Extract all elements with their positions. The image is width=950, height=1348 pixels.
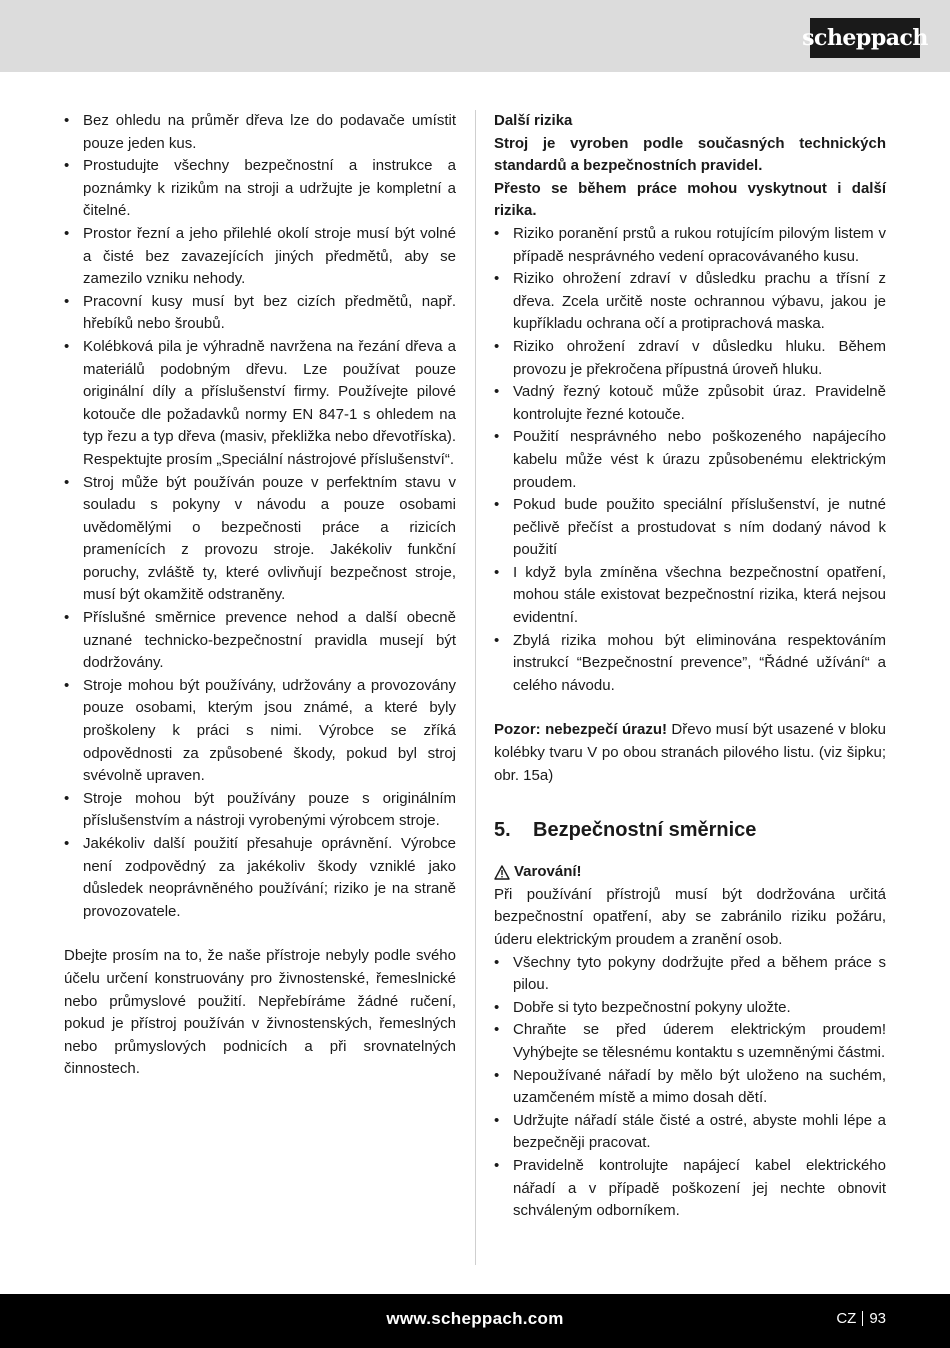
section-heading: [494, 817, 886, 843]
list-item: • Prostudujte všechny bezpečnostní a instrukce a poznámky k rizikům na stroji a udržujte je kompletní a čitelné.: [64, 155, 456, 223]
risks-intro-1: Stroj je vyroben podle současných technických standardů a bezpečnostních pravidel.: [494, 134, 886, 175]
caution-paragraph: [494, 719, 886, 787]
list-item: • Jakékoliv další použití přesahuje oprávnění. Výrobce není zodpovědný za jakékoliv škody vzniklé jako důsledek neoprávněného používání; riziko je na straně provozovatele.: [64, 833, 456, 923]
list-item: • Stroj může být používán pouze v perfektním stavu v souladu s pokyny v návodu a pouze osobami uvědomělými o bezpečnosti práce a rizicích pramenících z provozu stroje. Jakékoliv funkční poruchy, zvláště ty, které ovlivňují bezpečnost stroje, musí být okamžitě odstraněny.: [64, 472, 456, 608]
list-item: • Stroje mohou být používány pouze s originálním příslušenstvím a nástroji vyrobenými výrobcem stroje.: [64, 788, 456, 833]
list-item: • Prostor řezní a jeho přilehlé okolí stroje musí být volné a čisté bez zavazejících jiných předmětů, aby se zamezilo vzniku nehody.: [64, 223, 456, 291]
list-item: • Riziko poranění prstů a rukou rotujícím pilovým listem v případě nesprávného vedení opracovávaného kusu.: [494, 223, 886, 268]
safety-instructions-list: [494, 952, 886, 1223]
list-item: • Bez ohledu na průměr dřeva lze do podavače umístit pouze jeden kus.: [64, 110, 456, 155]
list-item: • Kolébková pila je výhradně navržena na řezání dřeva a materiálů podobným dřevu. Lze používat pouze originální díly a příslušenství firmy. Používejte pilové kotouče dle požadavků normy EN 847-1 s ohledem na typ řezu a typ dřeva (masiv, překližka nebo dřevotříska). Respektujte prosím „Speciální nástrojové příslušenství“.: [64, 336, 456, 472]
warning-triangle-icon: [494, 865, 510, 880]
list-item: • Nepoužívané nářadí by mělo být uloženo na suchém, uzamčeném místě a mimo dosah dětí.: [494, 1065, 886, 1110]
safety-notes-list: [64, 110, 456, 923]
caution-text: Dřevo musí být usazené v bloku kolébky tvaru V po obou stranách pilového listu. (viz šipku; obr. 15a): [494, 721, 886, 784]
risks-heading: Další rizika: [494, 112, 573, 129]
list-item: • Pracovní kusy musí byt bez cizích předmětů, např. hřebíků nebo šroubů.: [64, 291, 456, 336]
list-item: • Riziko ohrožení zdraví v důsledku prachu a třísní z dřeva. Zcela určitě noste ochrannou výbavu, jakou je kupříkladu ochrana očí a protiprachová maska.: [494, 268, 886, 336]
list-item: • Všechny tyto pokyny dodržujte před a během práce s pilou.: [494, 952, 886, 997]
page-indicator: [836, 1310, 886, 1327]
risks-list: [494, 223, 886, 697]
page-number: 93: [869, 1310, 886, 1327]
section-title: Bezpečnostní směrnice: [533, 819, 757, 842]
website-link[interactable]: www.scheppach.com: [386, 1309, 564, 1328]
list-item: • Zbylá rizika mohou být eliminována respektováním instrukcí “Bezpečnostní prevence”, “Řádné užívání“ a celého návodu.: [494, 630, 886, 698]
list-item: • I když byla zmíněna všechna bezpečnostní opatření, mohou stále existovat bezpečnostní rizika, která nejsou evidentní.: [494, 562, 886, 630]
warning-text: Při používání přístrojů musí být dodržována určitá bezpečnostní opatření, aby se zabránilo riziku požáru, úderu elektrickým proudem a zranění osob.: [494, 885, 886, 948]
list-item: • Pokud bude použito speciální příslušenství, je nutné pečlivě přečíst a prostudovat s ním dodaný návod k použití: [494, 494, 886, 562]
page-separator: [862, 1311, 863, 1326]
warning-label: Varování!: [514, 863, 582, 881]
list-item: • Vadný řezný kotouč může způsobit úraz. Pravidelně kontrolujte řezné kotouče.: [494, 381, 886, 426]
caution-label: Pozor: nebezpečí úrazu!: [494, 721, 667, 739]
list-item: • Pravidelně kontrolujte napájecí kabel elektrického nářadí a v případě poškození jej nechte obnovit schváleným odborníkem.: [494, 1155, 886, 1223]
usage-disclaimer-paragraph: Dbejte prosím na to, že naše přístroje nebyly podle svého účelu určení konstruovány pro živnostenské, řemeslnické nebo průmyslové použití. Nepřebíráme žádné ručení, pokud je přístroj používán v živnostenských, řemeslných nebo průmyslových podnicích a při srovnatelných činnostech.: [64, 947, 456, 1078]
brand-logo: scheppach: [810, 18, 920, 58]
left-column: [64, 110, 456, 1081]
footer-band: [0, 1294, 950, 1348]
list-item: • Riziko ohrožení zdraví v důsledku hluku. Během provozu je překročena přípustná úroveň hluku.: [494, 336, 886, 381]
language-code: CZ: [836, 1310, 857, 1327]
list-item: • Chraňte se před úderem elektrickým proudem! Vyhýbejte se tělesnému kontaktu s uzemněnými částmi.: [494, 1019, 886, 1064]
right-column: [494, 110, 886, 1223]
column-divider: [475, 110, 476, 1265]
list-item: • Udržujte nářadí stále čisté a ostré, abyste mohli lépe a bezpečněji pracovat.: [494, 1110, 886, 1155]
list-item: • Dobře si tyto bezpečnostní pokyny uložte.: [494, 997, 886, 1020]
section-number: 5.: [494, 819, 511, 842]
list-item: • Příslušné směrnice prevence nehod a další obecně uznané technicko-bezpečnostní pravidla musejí být dodržovány.: [64, 607, 456, 675]
risks-intro-2: Přesto se během práce mohou vyskytnout i další rizika.: [494, 179, 886, 220]
list-item: • Stroje mohou být používány, udržovány a provozovány pouze osobami, kterým jsou známé, a které byly proškoleny k práci s nimi. Výrobce se zříká odpovědnosti za způsobené škody, pokud byl stroj svévolně upraven.: [64, 675, 456, 788]
warning-heading: [494, 861, 886, 884]
list-item: • Použití nesprávného nebo poškozeného napájecího kabelu může vést k úrazu způsobenému elektrickým proudem.: [494, 426, 886, 494]
